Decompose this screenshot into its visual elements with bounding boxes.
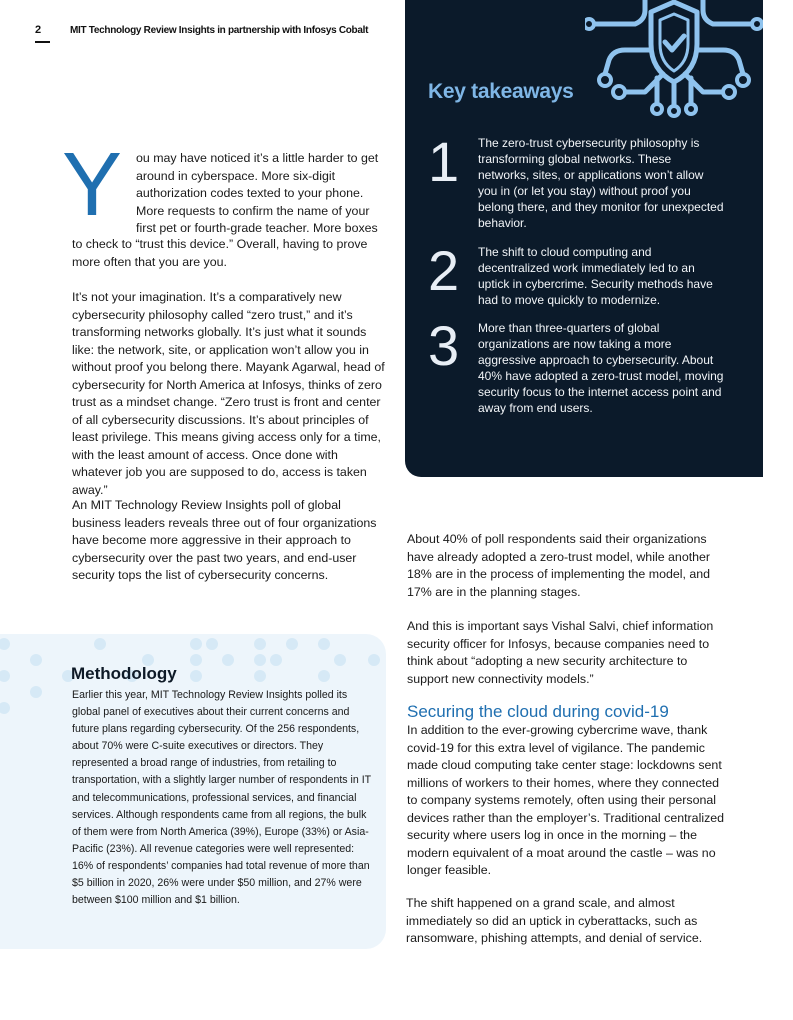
takeaway-number-3: 3	[428, 314, 460, 377]
page-number: 2	[35, 24, 42, 36]
right-paragraph-4: The shift happened on a grand scale, and almost immediately so did an uptick in cyberattacks, such as ransomware, phishing attempts, and denial of service.	[406, 896, 703, 945]
page-number-rule	[35, 41, 50, 43]
right-paragraph-2: And this is important says Vishal Salvi, chief information security officer for Infosys, because companies need to think about “adopting a new security architecture to support new connectivity models.”	[407, 619, 714, 686]
right-paragraph-3: In addition to the ever-growing cybercrime wave, thank covid-19 for this extra level of vigilance. The pandemic made cloud computing take center stage: lockdowns sent millions of workers to their homes, where they connected to company systems remotely, often using their personal devices rather than the employer’s. Traditional centralized security where users log in once in the morning – the modern equivalent of a moat around the castle – was no longer feasible.	[407, 723, 725, 877]
section-heading: Securing the cloud during covid-19	[407, 702, 669, 721]
right-paragraph-1: About 40% of poll respondents said their organizations have already adopted a zero-trust model, while another 18% are in the process of implementing the model, and 17% are in the planning stages.	[407, 532, 711, 599]
shield-check-circuit-icon	[585, 0, 763, 118]
intro-paragraph-2: It’s not your imagination. It’s a comparatively new cybersecurity philosophy called “zero trust,” and it’s transforming networks globally. It’s just what it sounds like: the network, site, or application won’t allow you in without proof you belong there. Mayank Agarwal, head of cybersecurity for North America at Infosys, thinks of zero trust as a mindset change. “Zero trust is front and center of all cybersecurity discussions. It’s about principles of least privilege. This means giving access only for a time, with the least amount of access. Once done with whatever job you are supposed to do, access is taken away.”	[72, 290, 385, 497]
takeaway-text-3: More than three-quarters of global organizations are now taking a more aggressive approach to cybersecurity. About 40% have adopted a zero-trust model, moving security focus to the internet access point and away from end users.	[478, 321, 724, 415]
methodology-title: Methodology	[71, 664, 177, 683]
takeaway-text-1: The zero-trust cybersecurity philosophy is transforming global networks. These networks, sites, or applications won’t allow you in (or let you stay) without proof you belong there, and they monitor for unexpected behavior.	[478, 136, 724, 230]
key-takeaways-title: Key takeaways	[428, 80, 574, 103]
drop-cap: Y	[62, 135, 123, 235]
intro-paragraph-3: An MIT Technology Review Insights poll of global business leaders reveals three out of four organizations have become more aggressive in their approach to cybersecurity over the past two years, and end-user security tops the list of cybersecurity concerns.	[72, 498, 377, 582]
takeaway-number-1: 1	[428, 130, 460, 193]
running-header: MIT Technology Review Insights in partnership with Infosys Cobalt	[70, 25, 369, 36]
methodology-text: Earlier this year, MIT Technology Review Insights polled its global panel of executives about their current concerns and future plans regarding cybersecurity. Of the 256 respondents, about 70% were C-suite executives or directors. They represented a broad range of industries, from retailing to transportation, with a slightly larger number of respondents in IT and telecommunications, professional services, and financial services. Although respondents came from all regions, the bulk of them were from North America (39%), Europe (33%) or Asia-Pacific (23%). All revenue categories were well represented: 16% of respondents’ companies had total revenue of more than $5 billion in 2020, 26% were under $50 million, and 27% were between $100 million and $1 billion.	[72, 689, 371, 907]
intro-paragraph-1-first: ou may have noticed it’s a little harder to get around in cyberspace. More six-digit authorization codes texted to your phone. More requests to confirm the name of your first pet or fourth-grade teacher. More boxes	[136, 151, 379, 235]
takeaway-number-2: 2	[428, 239, 460, 302]
intro-paragraph-1-rest: to check to “trust this device.” Overall, having to prove more often that you are you.	[72, 237, 368, 269]
takeaway-text-2: The shift to cloud computing and decentralized work immediately led to an uptick in cybercrime. Security methods have had to move quickly to modernize.	[478, 245, 713, 307]
